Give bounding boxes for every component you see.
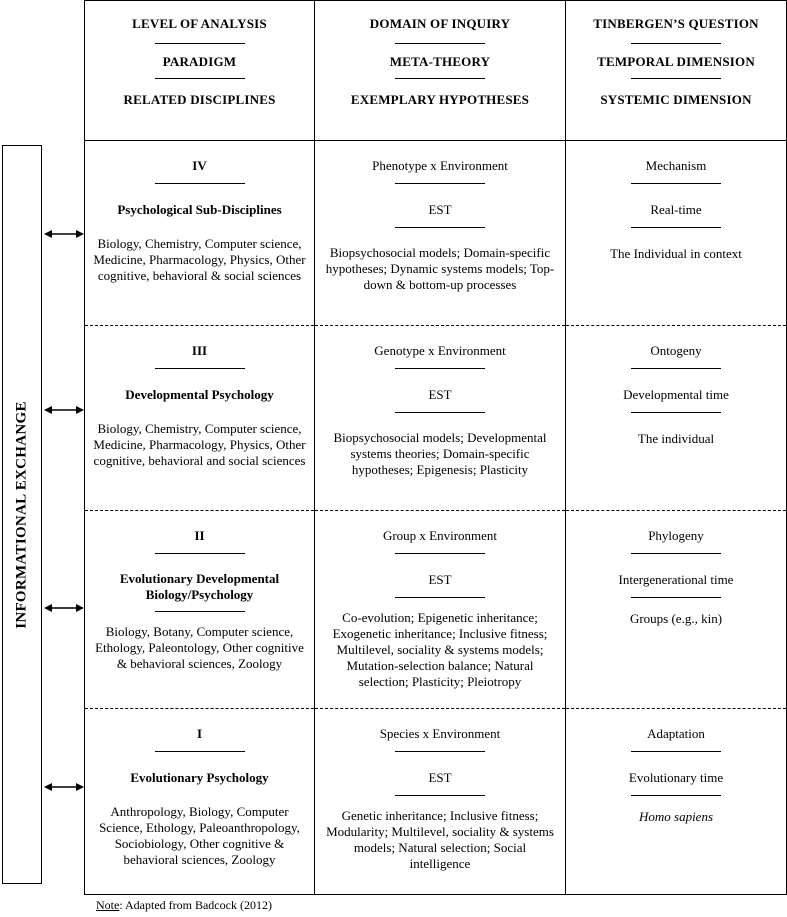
tinbergen-cell [566,141,787,326]
header-cell-tinbergen [566,1,787,141]
table-row-level-iii [85,326,787,511]
note-label: Note [96,898,120,912]
domain-cell [315,141,566,326]
level-numeral: III [191,343,208,358]
level-cell [85,326,315,511]
question-text: Mechanism [645,158,707,173]
divider [155,611,245,612]
divider [395,751,485,752]
paradigm-text: Developmental Psychology [125,387,274,402]
question-text: Adaptation [647,726,705,741]
tinbergen-cell [566,511,787,709]
paradigm-text: Evolutionary Psychology [130,770,269,785]
double-arrow-icon [44,228,84,240]
divider [631,368,721,369]
header-exemplary-hypotheses: EXEMPLARY HYPOTHESES [350,92,530,107]
hypotheses-text: Biopsychosocial models; Developmental systems theories; Domain-specific hypotheses; Epigenesis; Plasticity [333,430,547,477]
divider [631,597,721,598]
divider [631,227,721,228]
informational-exchange-box [2,145,42,884]
double-arrow-icon [44,602,84,614]
domain-text: Phenotype x Environment [372,158,508,173]
header-systemic-dimension: SYSTEMIC DIMENSION [600,92,752,107]
temporal-text: Developmental time [623,387,729,402]
divider [395,43,485,44]
systemic-text: The individual [637,431,715,446]
hypotheses-text: Biopsychosocial models; Domain-specific hypotheses; Dynamic systems models; Top-down & bottom-up processes [325,245,555,292]
header-cell-domain [315,1,566,141]
note-text: : Adapted from Badcock (2012) [119,898,272,912]
hypotheses-text: Co-evolution; Epigenetic inheritance; Exogenetic inheritance; Inclusive fitness; Multilevel, sociality & systems models; Mutation-selection balance; Natural selection; Plasticity; Pleiotropy [332,610,548,689]
framework-table [84,0,787,895]
paradigm-text: Psychological Sub-Disciplines [117,202,282,217]
divider [155,368,245,369]
table-row-level-i [85,709,787,895]
divider [631,412,721,413]
header-domain-of-inquiry: DOMAIN OF INQUIRY [369,16,511,31]
tinbergen-cell [566,709,787,895]
level-cell [85,511,315,709]
double-arrow-icon [44,404,84,416]
informational-exchange-label: INFORMATIONAL EXCHANGE [13,400,30,629]
divider [631,43,721,44]
disciplines-text: Biology, Chemistry, Computer science, Medicine, Pharmacology, Physics, Other cognitive, behavioral & social sciences [93,236,306,283]
paradigm-text: Evolutionary Developmental Biology/Psychology [119,571,280,602]
disciplines-text: Biology, Chemistry, Computer science, Medicine, Pharmacology, Physics, Other cognitive, behavioral and social sciences [93,421,306,468]
metatheory-text: EST [428,387,452,402]
divider [631,795,721,796]
divider [395,412,485,413]
header-related-disciplines: RELATED DISCIPLINES [123,92,276,107]
metatheory-text: EST [428,202,452,217]
domain-text: Genotype x Environment [374,343,506,358]
question-text: Ontogeny [650,343,702,358]
disciplines-text: Biology, Botany, Computer science, Ethology, Paleontology, Other cognitive & behavioral sciences, Zoology [95,624,304,671]
header-level-of-analysis: LEVEL OF ANALYSIS [132,16,267,31]
divider [395,597,485,598]
question-text: Phylogeny [648,528,704,543]
divider [395,795,485,796]
divider [155,183,245,184]
level-numeral: I [196,726,203,741]
divider [395,368,485,369]
table-row-level-iv [85,141,787,326]
table-row-level-ii [85,511,787,709]
divider [395,78,485,79]
domain-cell [315,326,566,511]
divider [155,78,245,79]
double-arrow-icon [44,781,84,793]
disciplines-text: Anthropology, Biology, Computer Science, Ethology, Paleoanthropology, Sociobiology, Other cognitive & behavioral sciences, Zoology [99,804,300,867]
tinbergen-cell [566,326,787,511]
header-cell-level [85,1,315,141]
level-cell [85,709,315,895]
domain-text: Species x Environment [379,726,501,741]
divider [395,227,485,228]
divider [155,751,245,752]
divider [631,751,721,752]
systemic-text: Homo sapiens [638,809,714,824]
hypotheses-text: Genetic inheritance; Inclusive fitness; Modularity; Multilevel, sociality & systems models; Natural selection; Social intelligence [326,808,554,871]
temporal-text: Evolutionary time [628,770,724,785]
divider [631,78,721,79]
header-paradigm: PARADIGM [162,54,237,69]
level-numeral: IV [192,158,207,173]
temporal-text: Intergenerational time [618,572,734,587]
domain-text: Group x Environment [382,528,498,543]
header-tinbergens-question: TINBERGEN’S QUESTION [593,16,759,31]
header-temporal-dimension: TEMPORAL DIMENSION [597,54,755,69]
systemic-text: The Individual in context [610,246,742,261]
level-cell [85,141,315,326]
divider [155,43,245,44]
divider [395,553,485,554]
divider [631,183,721,184]
domain-cell [315,511,566,709]
header-row [85,1,787,141]
domain-cell [315,709,566,895]
metatheory-text: EST [428,572,452,587]
divider [155,553,245,554]
level-numeral: II [194,528,205,543]
divider [631,553,721,554]
table-note [96,898,272,913]
systemic-text: Groups (e.g., kin) [629,611,723,626]
metatheory-text: EST [428,770,452,785]
temporal-text: Real-time [650,202,702,217]
header-meta-theory: META-THEORY [389,54,491,69]
divider [395,183,485,184]
